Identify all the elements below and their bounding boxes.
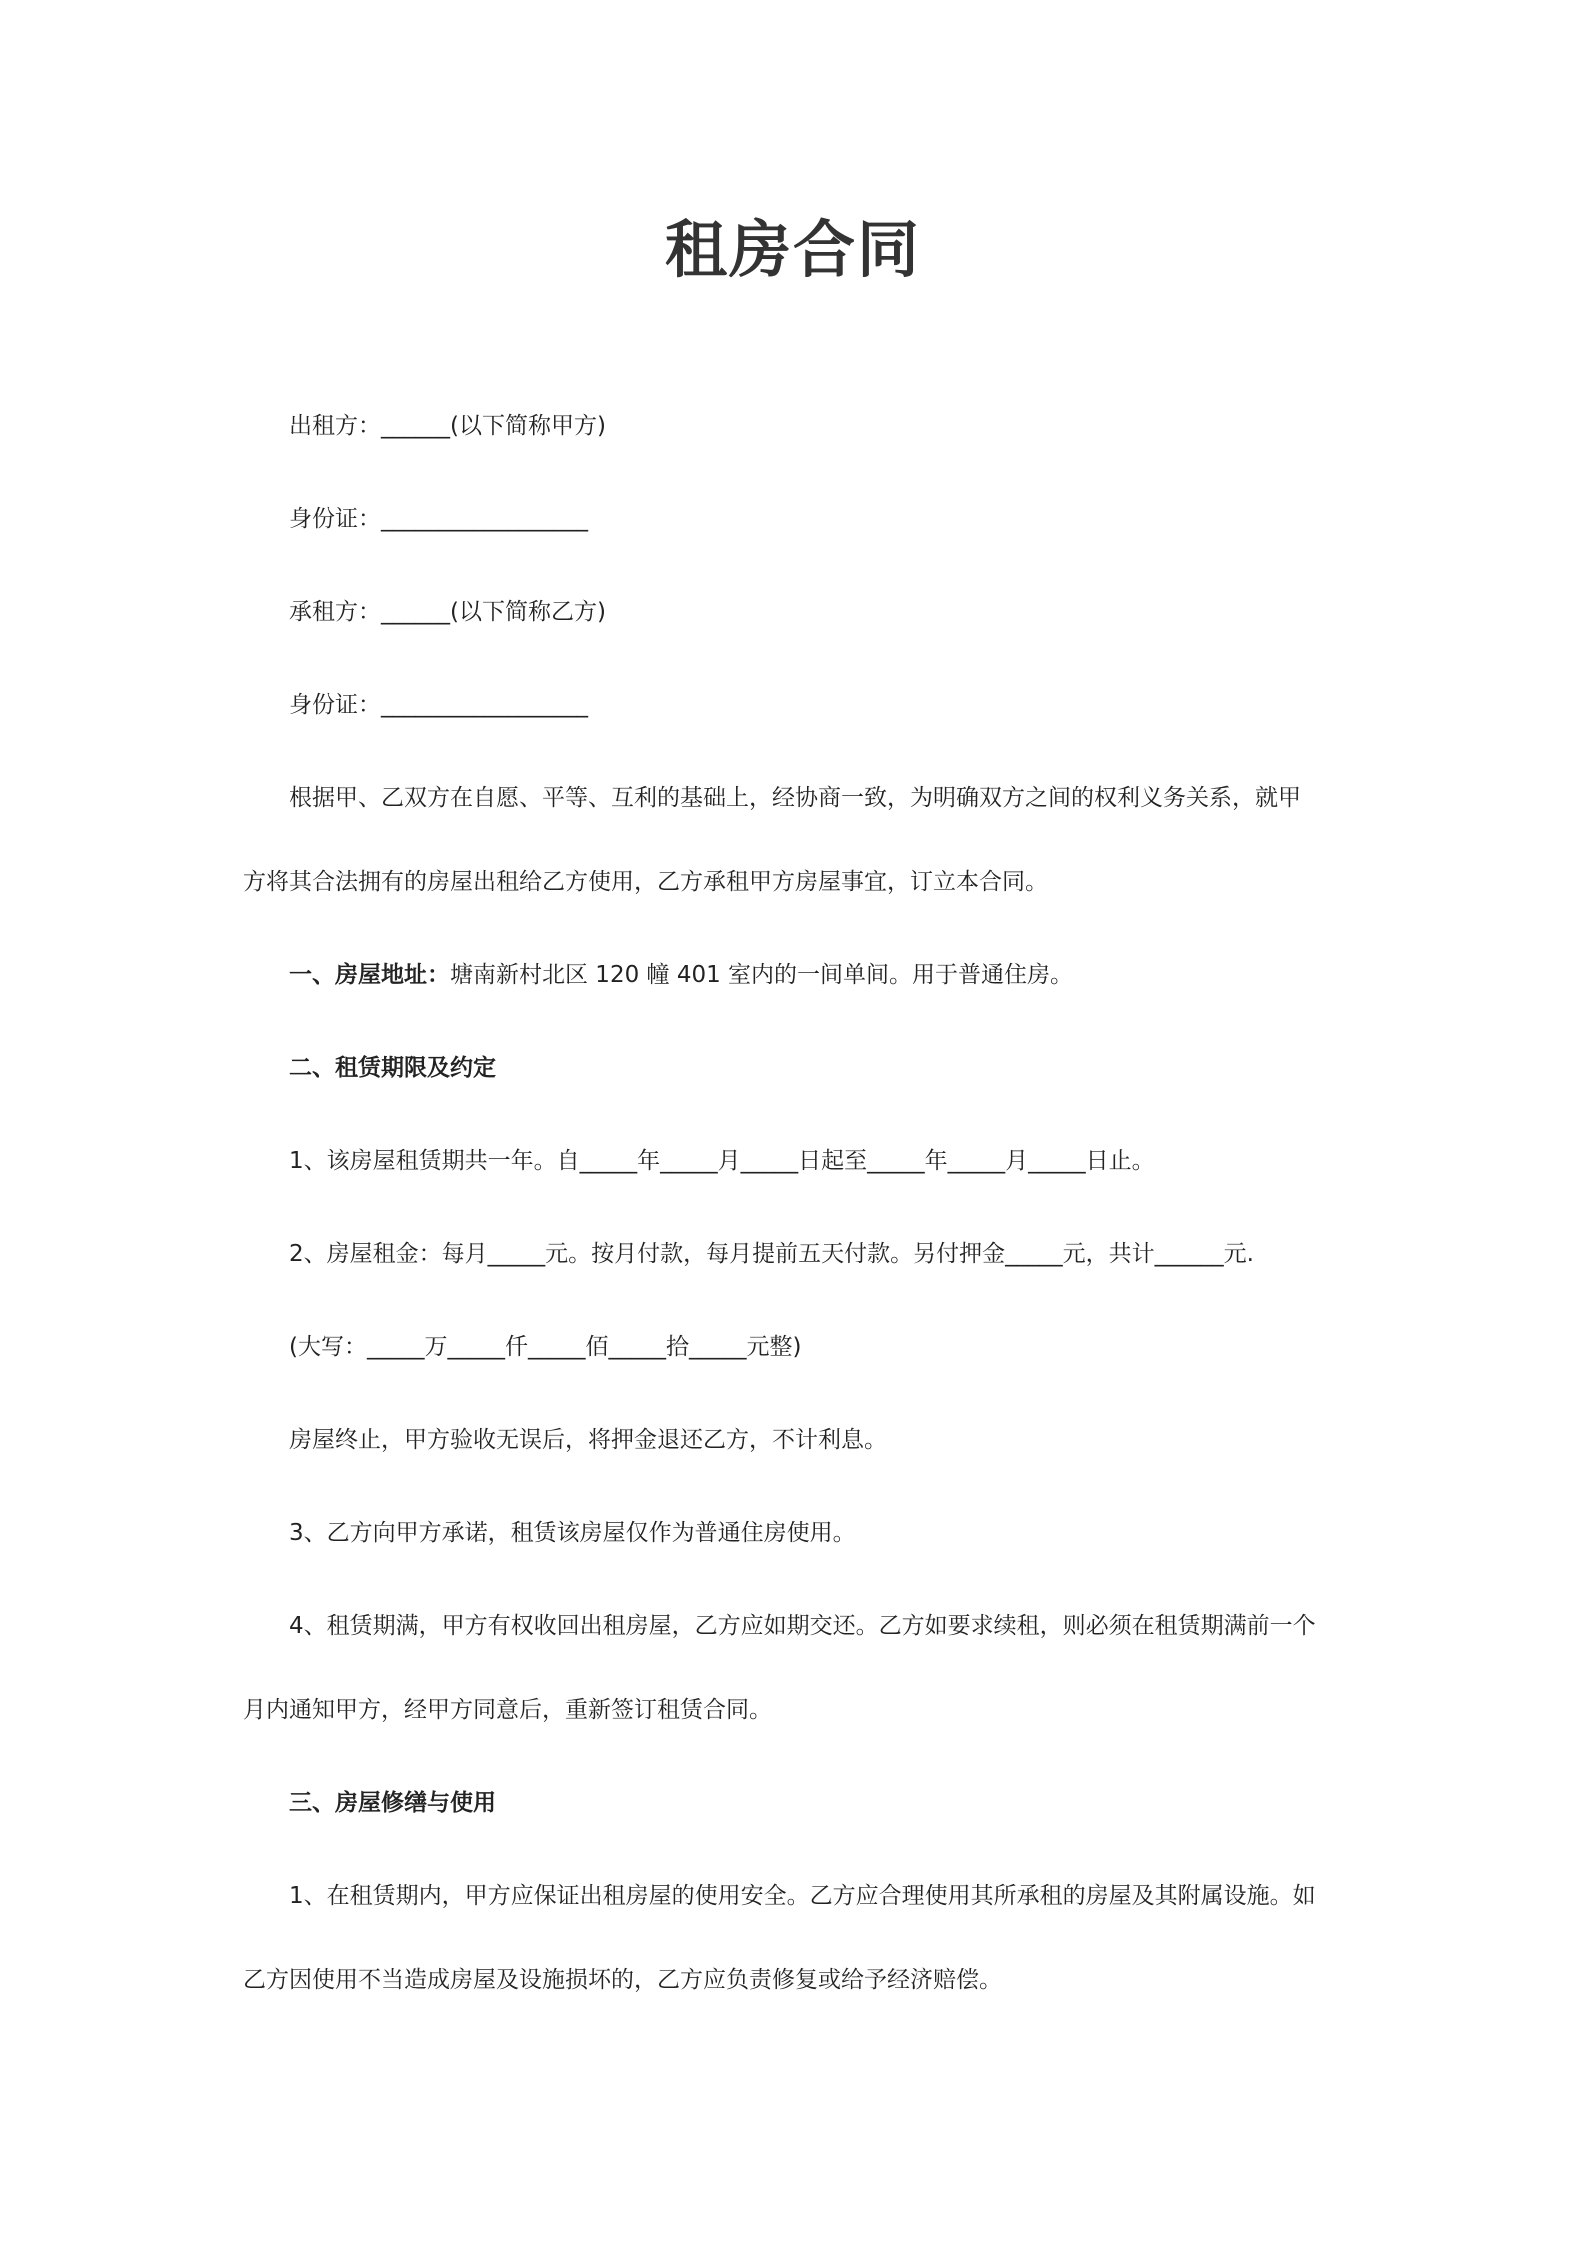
clause-2-1: 1、该房屋租赁期共一年。自_____年_____月_____日起至_____年_____月_____日止。 (289, 1148, 1155, 1174)
lessee-id-line: 身份证：__________________ (289, 692, 588, 718)
clause-2-3: 3、乙方向甲方承诺，租赁该房屋仅作为普通住房使用。 (289, 1520, 856, 1546)
lessor-line: 出租方：______(以下简称甲方) (289, 413, 606, 439)
clause-2-4-line-1: 4、租赁期满，甲方有权收回出租房屋，乙方应如期交还。乙方如要求续租，则必须在租赁期满前一个 (289, 1613, 1316, 1639)
clause-2-2: 2、房屋租金：每月_____元。按月付款，每月提前五天付款。另付押金_____元，共计______元. (289, 1241, 1254, 1267)
section-3-heading: 三、房屋修缮与使用 (289, 1790, 496, 1816)
clause-2-2-deposit: 房屋终止，甲方验收无误后，将押金退还乙方，不计利息。 (289, 1427, 887, 1453)
lessor-id-line: 身份证：__________________ (289, 506, 588, 532)
section-2-heading: 二、租赁期限及约定 (289, 1055, 496, 1081)
document-title: 租房合同 (664, 213, 921, 286)
section-1-line (243, 959, 1399, 991)
preamble-line-1: 根据甲、乙双方在自愿、平等、互利的基础上，经协商一致，为明确双方之间的权利义务关系，就甲 (289, 785, 1301, 811)
clause-3-1-line-2: 乙方因使用不当造成房屋及设施损坏的，乙方应负责修复或给予经济赔偿。 (243, 1967, 1002, 1993)
clause-2-4-line-2: 月内通知甲方，经甲方同意后，重新签订租赁合同。 (243, 1697, 772, 1723)
clause-3-1-line-1: 1、在租赁期内，甲方应保证出租房屋的使用安全。乙方应合理使用其所承租的房屋及其附属设施。如 (289, 1883, 1316, 1909)
section-1-heading: 一、房屋地址： (289, 962, 450, 988)
section-1-text: 塘南新村北区 120 幢 401 室内的一间单间。用于普通住房。 (450, 962, 1074, 988)
clause-2-2-uppercase: (大写：_____万_____仟_____佰_____拾_____元整) (289, 1334, 802, 1360)
preamble-line-2: 方将其合法拥有的房屋出租给乙方使用，乙方承租甲方房屋事宜，订立本合同。 (243, 869, 1048, 895)
lessee-line: 承租方：______(以下简称乙方) (289, 599, 606, 625)
